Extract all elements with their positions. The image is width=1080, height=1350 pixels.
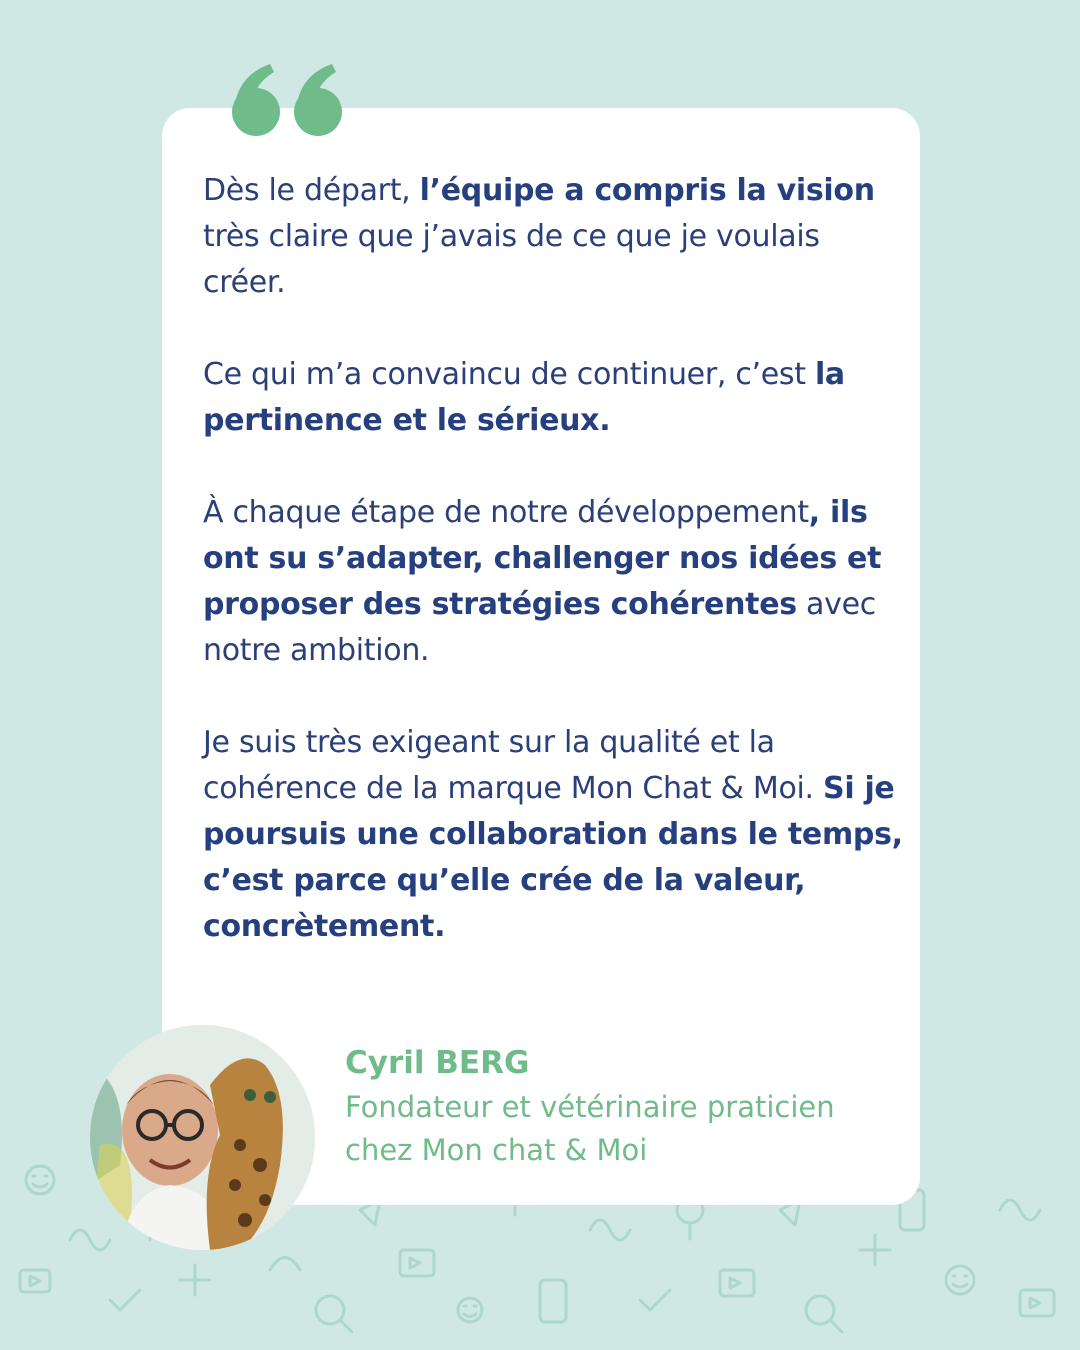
- body-text: Dès le départ,: [203, 173, 420, 208]
- body-text: très claire que j’avais de ce que je voulais créer.: [203, 219, 820, 300]
- body-text: avec notre ambition.: [203, 587, 876, 668]
- testimonial-paragraph: [203, 490, 903, 674]
- testimonial-paragraph: [203, 352, 903, 444]
- highlight-text: Si je poursuis une collaboration dans le temps, c’est parce qu’elle crée de la valeur, concrètement.: [203, 771, 903, 944]
- author-name: Cyril BERG: [345, 1045, 530, 1081]
- highlight-text: la pertinence et le sérieux.: [203, 357, 845, 438]
- author-photo: [90, 1025, 315, 1250]
- author-info: [345, 1040, 905, 1172]
- highlight-text: , ils ont su s’adapter, challenger nos idées et proposer des stratégies cohérentes: [203, 495, 882, 622]
- testimonial-paragraph: [203, 720, 903, 950]
- body-text: À chaque étape de notre développement: [203, 495, 809, 530]
- body-text: Je suis très exigeant sur la qualité et la cohérence de la marque Mon Chat & Moi.: [203, 725, 824, 806]
- body-text: Ce qui m’a convaincu de continuer, c’est: [203, 357, 815, 392]
- author-role-line2: chez Mon chat & Moi: [345, 1133, 648, 1167]
- testimonial-paragraph: [203, 168, 903, 306]
- highlight-text: l’équipe a compris la vision: [419, 173, 875, 208]
- opening-quote-icon: [228, 62, 348, 142]
- testimonial-text: [203, 168, 903, 996]
- author-role-line1: Fondateur et vétérinaire praticien: [345, 1090, 835, 1124]
